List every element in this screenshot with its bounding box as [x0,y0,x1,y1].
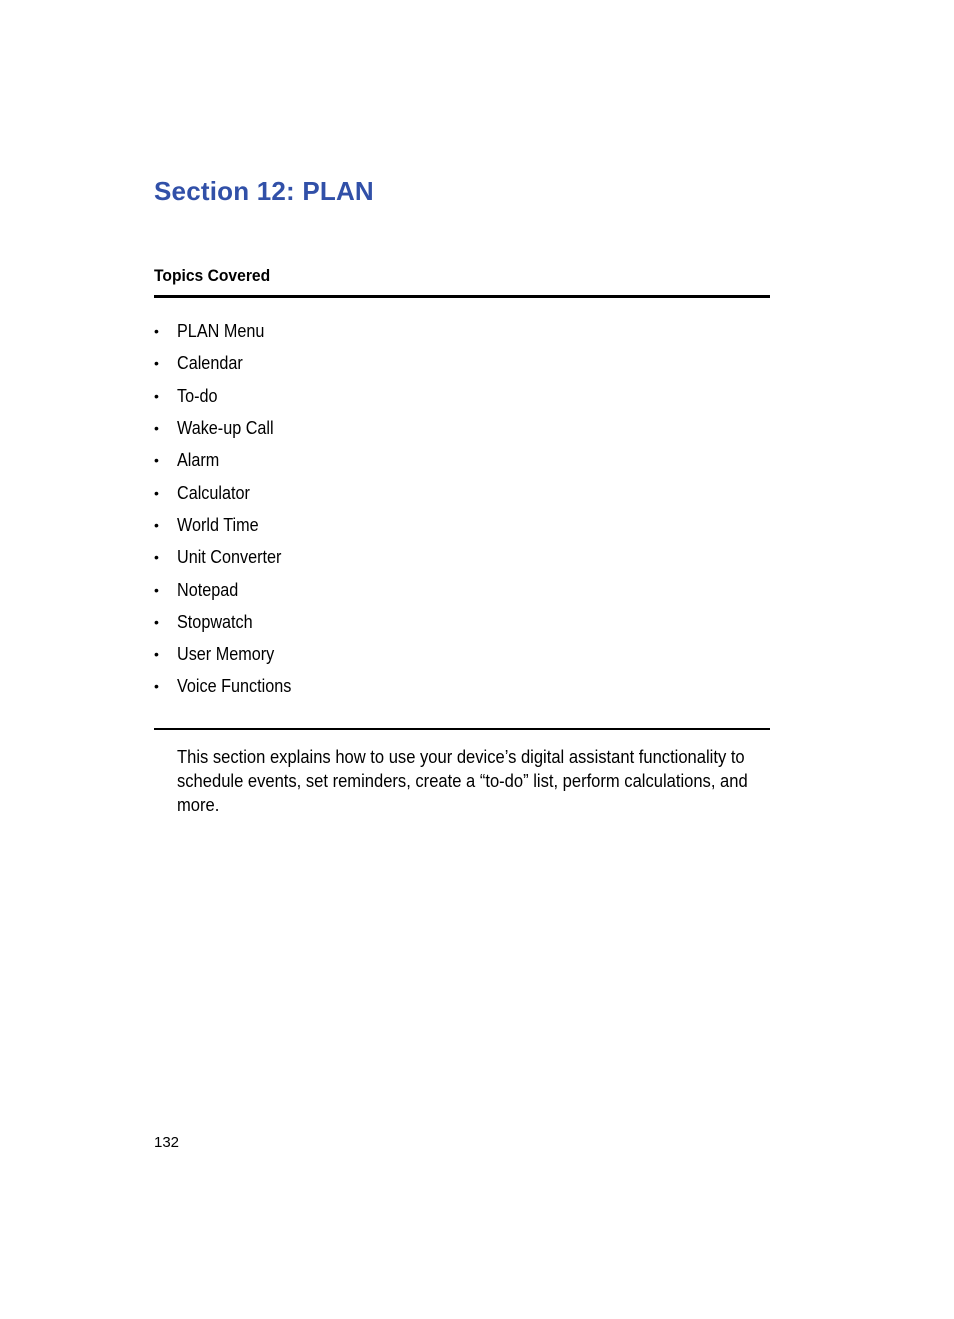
topic-stopwatch: Stopwatch [177,611,253,632]
bullet-icon: • [154,323,159,340]
topic-world-time: World Time [177,514,259,535]
list-item [154,380,304,412]
intro-paragraph: This section explains how to use your device’s digital assistant functionality to schedule events, set reminders, create a “to-do” list, perform calculations, and more. [177,747,748,815]
bullet-icon: • [154,387,159,404]
bullet-icon: • [154,613,159,630]
bullet-icon: • [154,355,159,372]
list-item [154,573,304,605]
list-item [154,412,304,444]
section-title: Section 12: PLAN [154,176,374,206]
topic-notepad: Notepad [177,579,239,600]
list-item [154,476,304,508]
bullet-icon: • [154,484,159,501]
bullet-icon: • [154,678,159,695]
list-item [154,670,304,702]
bullet-icon: • [154,549,159,566]
top-divider [154,295,770,298]
bullet-icon: • [154,452,159,469]
topic-voice-functions: Voice Functions [177,676,292,697]
list-item [154,444,304,476]
list-item [154,541,304,573]
list-item [154,638,304,670]
bottom-divider [154,728,770,730]
bullet-icon: • [154,516,159,533]
bullet-icon: • [154,581,159,598]
topic-plan-menu: PLAN Menu [177,321,265,342]
topics-list [154,315,304,703]
list-item [154,606,304,638]
topic-wake-up-call: Wake-up Call [177,418,274,439]
page-number: 132 [154,1134,180,1151]
topic-calculator: Calculator [177,482,250,503]
topic-calendar: Calendar [177,353,243,374]
list-item [154,315,304,347]
topic-alarm: Alarm [177,450,220,471]
list-item [154,509,304,541]
bullet-icon: • [154,420,159,437]
topic-to-do: To-do [177,385,218,406]
topics-heading: Topics Covered [154,266,271,285]
list-item [154,347,304,379]
bullet-icon: • [154,646,159,663]
topic-unit-converter: Unit Converter [177,547,282,568]
topic-user-memory: User Memory [177,644,275,665]
